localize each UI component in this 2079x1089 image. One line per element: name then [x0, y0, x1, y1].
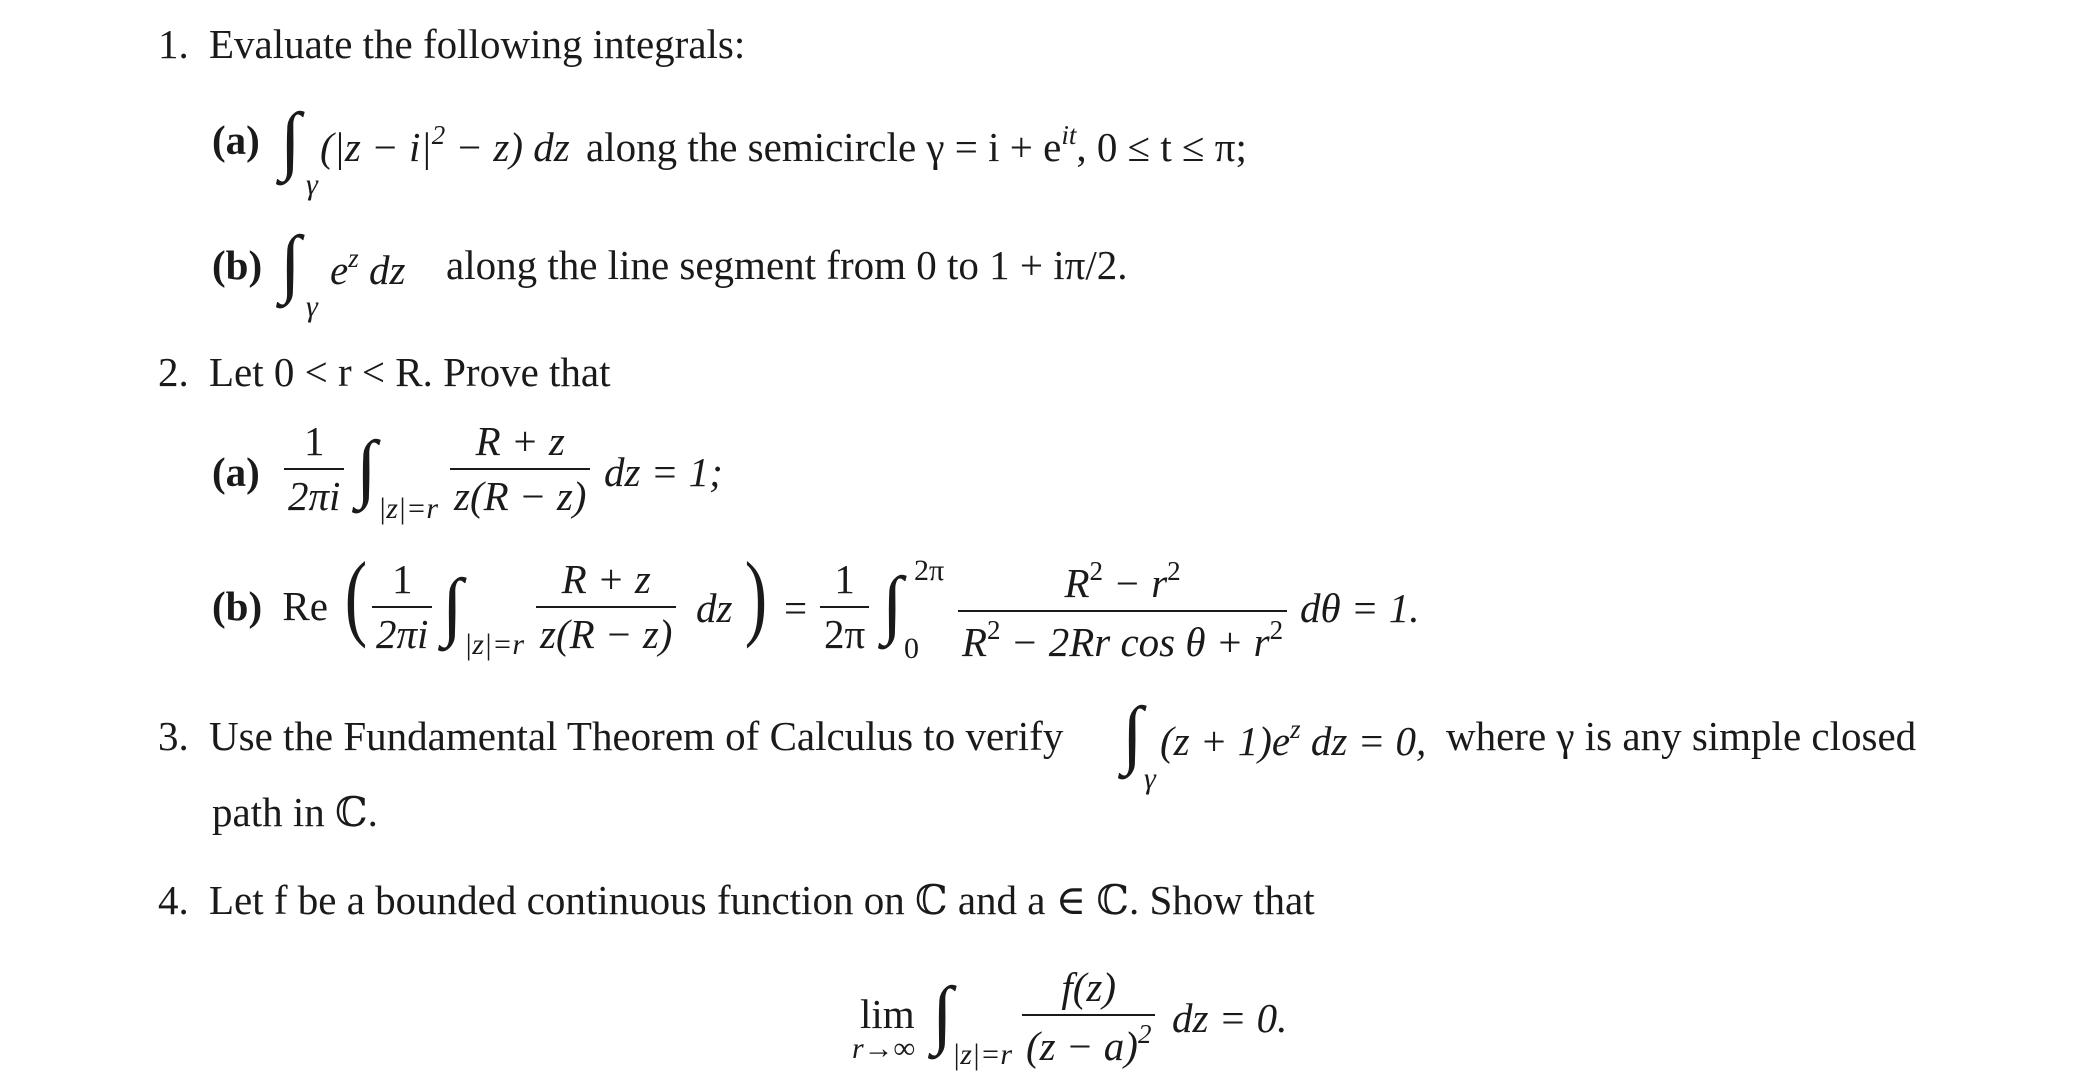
integrand-fraction: f(z) $(z - a)^2$	[1022, 964, 1155, 1070]
problem-2a-tail: dz = 1;	[604, 449, 723, 495]
right-paren: )	[744, 542, 768, 649]
integral-lower-limit: 0	[904, 632, 919, 665]
problem-3-text-after: where γ is any simple closed	[1446, 713, 1917, 759]
coefficient-fraction: 1 2πi	[284, 418, 344, 520]
problem-3-number: 3.	[158, 713, 189, 759]
integral-subscript: γ	[306, 168, 318, 201]
part-label: (b)	[212, 583, 263, 629]
equals-sign: =	[784, 585, 808, 631]
integral-sign: ∫	[280, 221, 301, 305]
integrand-fraction: R + z z(R − z)	[536, 556, 676, 658]
integral-upper-limit: 2π	[914, 554, 945, 587]
limit-subscript: r→∞	[852, 1032, 916, 1065]
problem-1b-integrand: $e^z$ dz	[330, 243, 406, 293]
problem-3-line-1	[158, 713, 1064, 759]
rhs-fraction: $R^2 - r^2$ $R^2 - 2Rr$ $\cos \theta + r^2$	[958, 556, 1287, 666]
integral-sign: ∫	[356, 426, 377, 510]
problem-1b	[212, 242, 263, 288]
integral-sign: ∫	[932, 972, 953, 1056]
integrand-fraction: R + z z(R − z)	[450, 418, 590, 520]
problem-1-text: Evaluate the following integrals:	[209, 21, 746, 67]
problem-4-text: Let f be a bounded continuous function on ℂ and a ∈ ℂ. Show that	[209, 877, 1315, 923]
integral-subscript: γ	[1144, 762, 1156, 795]
coefficient-fraction: 1 2πi	[372, 556, 432, 658]
problem-1-heading	[158, 21, 746, 67]
integral-subscript: |z|=r	[378, 492, 439, 525]
problem-2-heading	[158, 349, 611, 395]
integral-subscript: |z|=r	[464, 628, 525, 661]
problem-2-number: 2.	[158, 349, 189, 395]
problem-1b-text: along the line segment from 0 to 1 + iπ/2.	[446, 242, 1128, 288]
problem-4-number: 4.	[158, 877, 189, 923]
problem-2a	[212, 449, 260, 495]
problem-1a-integrand: $(|z - i|^2 - z)$ dz	[320, 120, 570, 170]
integral-subscript: γ	[306, 290, 318, 323]
left-paren: (	[344, 542, 368, 649]
integral-subscript: |z|=r	[952, 1038, 1013, 1071]
rhs-coefficient-fraction: 1 2π	[820, 556, 869, 658]
rhs-tail: dθ = 1.	[1300, 585, 1420, 631]
re-operator: Re	[282, 583, 328, 629]
integral-sign: ∫	[280, 98, 301, 182]
problem-3-integrand: $(z + 1)e^z$ dz = 0,	[1160, 714, 1427, 764]
problem-4-tail: dz = 0.	[1172, 995, 1288, 1041]
integral-sign: ∫	[882, 562, 903, 646]
problem-3-line-2: path in ℂ.	[212, 789, 378, 835]
problem-1-number: 1.	[158, 21, 189, 67]
problem-2-text: Let 0 < r < R. Prove that	[209, 349, 611, 395]
part-label: (a)	[212, 117, 260, 163]
part-label: (a)	[212, 449, 260, 495]
part-label: (b)	[212, 242, 263, 288]
problem-3-text-before: Use the Fundamental Theorem of Calculus to verify	[209, 713, 1064, 759]
problem-2b	[212, 583, 328, 629]
limit-operator: lim	[860, 991, 915, 1037]
problem-4-heading	[158, 877, 1315, 923]
problem-1a-text: along the semicircle $\gamma = i + e^{it}$, 0 ≤ t ≤ π;	[586, 120, 1247, 170]
integral-sign: ∫	[1122, 692, 1143, 776]
integral-sign: ∫	[442, 564, 463, 648]
problem-1a	[212, 117, 260, 163]
inner-dz: dz	[696, 585, 733, 631]
